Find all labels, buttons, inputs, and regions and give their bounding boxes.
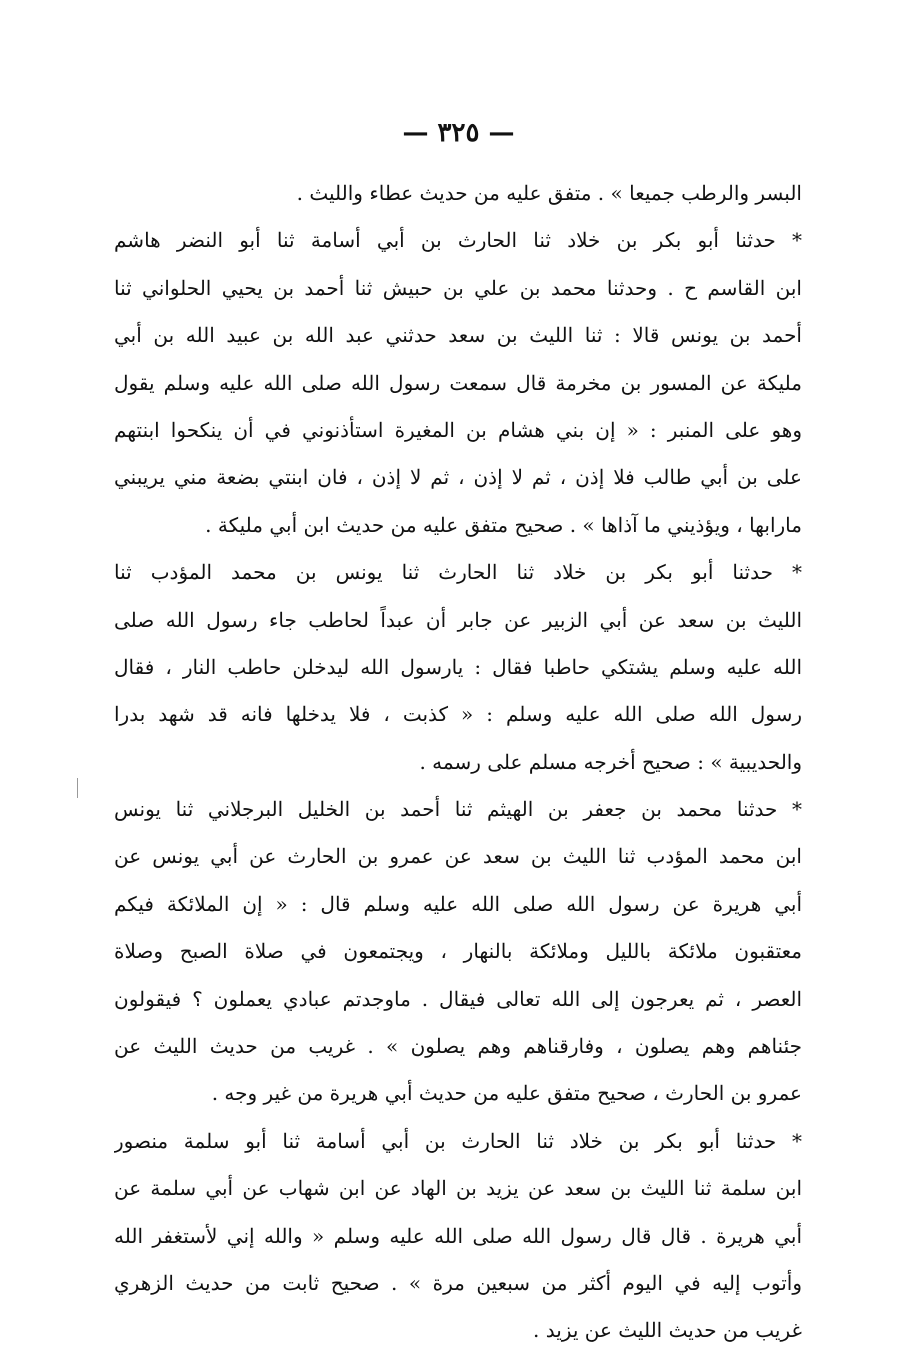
text-line: أبي هريرة عن رسول الله صلى الله عليه وسلم قال : « إن الملائكة فيكم <box>114 891 802 916</box>
margin-mark <box>77 778 78 798</box>
page-number: — ٣٢٥ — <box>402 118 515 148</box>
text-line: عمرو بن الحارث ، صحيح متفق عليه من حديث أبي هريرة من غير وجه . <box>211 1081 802 1106</box>
text-line: غريب من حديث الليث عن يزيد . <box>533 1318 802 1343</box>
text-line: أحمد بن يونس قالا : ثنا الليث بن سعد حدثني عبد الله بن عبيد الله بن أبي <box>114 323 802 348</box>
text-line: * حدثنا أبو بكر بن خلاد ثنا الحارث ثنا يونس بن محمد المؤدب ثنا <box>114 560 802 585</box>
text-line: الله عليه وسلم يشتكي حاطبا فقال : يارسول الله ليدخلن حاطب النار ، فقال <box>114 654 802 679</box>
text-line: مارابها ، ويؤذيني ما آذاها » . صحيح متفق عليه من حديث ابن أبي مليكة . <box>205 512 802 537</box>
text-line: على بن أبي طالب فلا إذن ، ثم لا إذن ، ثم لا إذن ، فان ابنتي بضعة مني يريبني <box>114 465 802 490</box>
text-line: * حدثنا محمد بن جعفر بن الهيثم ثنا أحمد بن الخليل البرجلاني ثنا يونس <box>114 797 802 822</box>
text-line: والحديبية » : صحيح أخرجه مسلم على رسمه . <box>419 749 802 774</box>
text-line: وأتوب إليه في اليوم أكثر من سبعين مرة » . صحيح ثابت من حديث الزهري <box>114 1270 802 1295</box>
text-line: * حدثنا أبو بكر بن خلاد ثنا الحارث بن أبي أسامة ثنا أبو النضر هاشم <box>114 228 802 253</box>
text-line: ابن القاسم ح . وحدثنا محمد بن علي بن حبيش ثنا أحمد بن يحيي الحلواني ثنا <box>114 275 802 300</box>
text-line: أبي هريرة . قال قال رسول الله صلى الله عليه وسلم « والله إني لأستغفر الله <box>114 1223 802 1248</box>
text-line: البسر والرطب جميعا » . متفق عليه من حديث عطاء والليث . <box>296 181 802 205</box>
text-line: وهو على المنبر : « إن بني هشام بن المغيرة استأذنوني في أن ينكحوا ابنتهم <box>114 417 802 442</box>
text-line: رسول الله صلى الله عليه وسلم : « كذبت ، فلا يدخلها فانه قد شهد بدرا <box>114 702 802 727</box>
text-line: ابن محمد المؤدب ثنا الليث بن سعد عن عمرو بن الحارث عن أبي يونس عن <box>114 844 802 869</box>
body-text <box>114 170 802 1355</box>
text-line: * حدثنا أبو بكر بن خلاد ثنا الحارث بن أبي أسامة ثنا أبو سلمة منصور <box>114 1128 802 1153</box>
text-line: جئناهم وهم يصلون ، وفارقناهم وهم يصلون » . غريب من حديث الليث عن <box>114 1034 802 1059</box>
text-line: العصر ، ثم يعرجون إلى الله تعالى فيقال . ماوجدتم عبادي يعملون ؟ فيقولون <box>114 986 802 1011</box>
text-line: الليث بن سعد عن أبي الزبير عن جابر أن عبداً لحاطب جاء رسول الله صلى <box>114 607 802 632</box>
text-line: معتقبون ملائكة بالليل وملائكة بالنهار ، ويجتمعون في صلاة الصبح وصلاة <box>114 939 802 964</box>
text-line: ابن سلمة ثنا الليث بن سعد عن يزيد بن الهاد عن ابن شهاب عن أبي سلمة عن <box>114 1176 802 1201</box>
text-line: مليكة عن المسور بن مخرمة قال سمعت رسول الله صلى الله عليه وسلم يقول <box>114 370 802 395</box>
